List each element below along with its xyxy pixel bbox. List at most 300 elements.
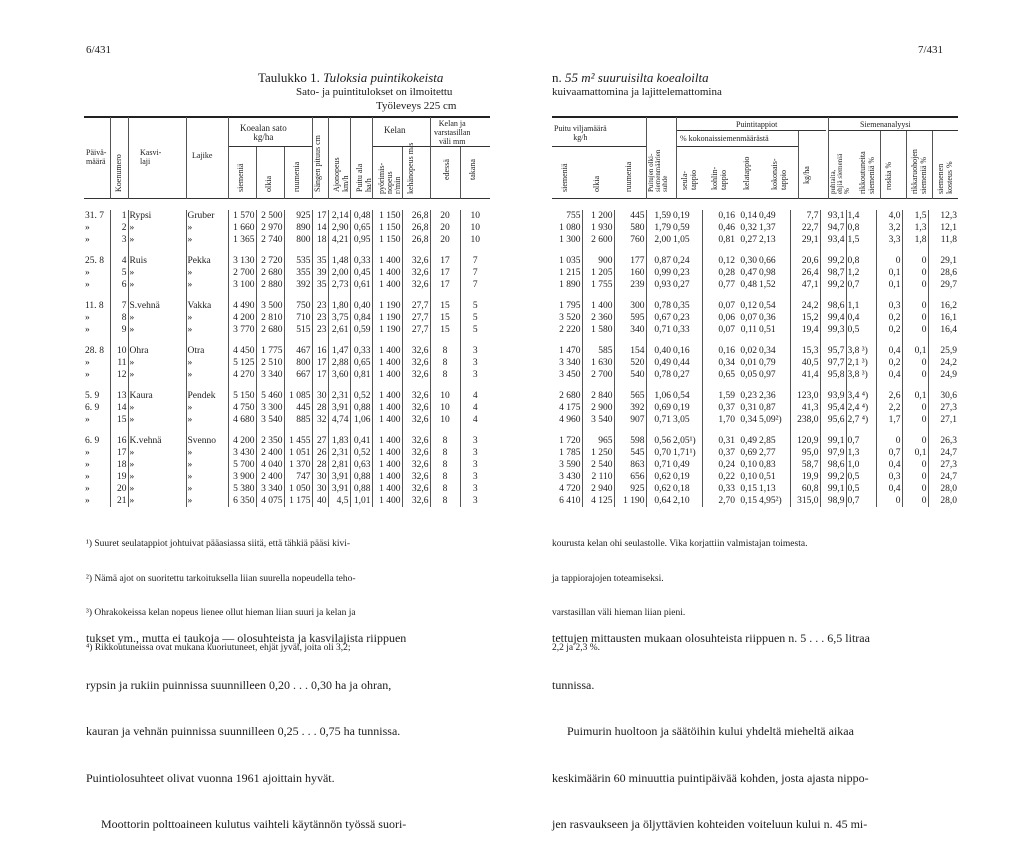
table-cell: 1,05 (673, 235, 690, 245)
table-cell: 3 520 (559, 313, 581, 323)
table-row (84, 435, 490, 447)
table-cell: 3 (460, 357, 490, 369)
table-cell: 99,1 (820, 435, 846, 447)
table-cell: 32,6 (402, 435, 430, 447)
table-cell: 15 (430, 312, 460, 324)
table-row (552, 483, 958, 495)
header-divider (328, 117, 329, 199)
header-sub-rule (552, 146, 646, 147)
table-cell: 10 (460, 234, 490, 246)
table-cell: 0,52 (350, 447, 372, 459)
table-cell: 1,13 (759, 484, 776, 494)
table-cell: 1 365 (228, 234, 256, 246)
table-cell: 0,95 (350, 234, 372, 246)
table-cell: 5 (460, 312, 490, 324)
table-cell: 32,6 (402, 345, 430, 357)
table-cell: 7,7 (790, 210, 820, 222)
table-cell: 2 400 (256, 447, 284, 459)
table-cell: 0,3 (876, 471, 902, 483)
header-divider (284, 147, 285, 199)
table-cell: 1 400 (372, 471, 402, 483)
table-cell: 41,4 (790, 369, 820, 381)
table-cell: 2 700 (228, 267, 256, 279)
table-cell: 239 (614, 279, 646, 291)
table-row (84, 357, 490, 369)
table-cell: 5 150 (228, 390, 256, 402)
table-cell: » (85, 235, 90, 245)
table-cell: 0,69 (646, 402, 672, 414)
table-cell: 1,47 (328, 345, 350, 357)
table-cell: 1 (110, 210, 128, 222)
title-italic: 55 m² suuruisilta koealoilta (565, 70, 709, 85)
table-cell: 0,14 (740, 211, 757, 221)
table-cell: 0,70 (646, 447, 672, 459)
table-cell: 0 (876, 255, 902, 267)
table-cell: 10 (460, 222, 490, 234)
table-cell: 2,70 (702, 495, 736, 507)
table-cell: 0,06 (702, 312, 736, 324)
table-cell: 1 570 (228, 210, 256, 222)
table-cell: 0,49 (759, 211, 776, 221)
body-line: Puintiolosuhteet olivat vuonna 1961 ajoittain hyvät. (86, 770, 335, 785)
table-cell: 0,30 (740, 256, 757, 266)
footnote: ⁴) Rikkoutuneissa ovat mukana kuoriutuneet, ehjät jyvät, joita oli 3,2; (86, 642, 351, 653)
table-cell: » (186, 471, 228, 483)
header-area-threshed: Puitu ala ha/h (355, 163, 373, 192)
table-cell: 30,6 (928, 390, 958, 402)
table-cell: » (186, 267, 228, 279)
table-cell: 0,34 (759, 346, 776, 356)
table-row (84, 459, 490, 471)
table-cell: 0,19 (673, 211, 690, 221)
table-cell: 97,9 (820, 447, 846, 459)
table-cell: 1 400 (372, 495, 402, 507)
table-cell: 60,8 (790, 483, 820, 495)
table-cell: 1 400 (372, 390, 402, 402)
table-cell: 0,16 (702, 210, 736, 222)
table-cell: 1 250 (582, 447, 614, 459)
table-cell: 1 720 (559, 436, 581, 446)
table-cell: 3 (460, 345, 490, 357)
table-cell: » (85, 448, 90, 458)
table-cell: 1 175 (284, 495, 312, 507)
table-cell: » (186, 279, 228, 291)
table-cell: 2,61 (328, 324, 350, 336)
header-trial-number: Koenumero (114, 154, 123, 192)
table-cell: 26,8 (402, 222, 430, 234)
table-cell: 0 (902, 435, 928, 447)
table-cell: 10 (430, 390, 460, 402)
table-cell: 98,9 (820, 495, 846, 507)
table-cell: 3 430 (559, 472, 581, 482)
table-cell: 4,0 (876, 210, 902, 222)
footnote: 2,2 ja 2,3 %. (552, 642, 601, 653)
table-cell: 1 400 (372, 447, 402, 459)
header-reel: Kelan (384, 125, 406, 135)
table-cell: 4 (460, 402, 490, 414)
table-cell: 32,6 (402, 495, 430, 507)
table-cell: 40 (312, 495, 328, 507)
table-cell: 2 840 (582, 390, 614, 402)
table-cell: 32,6 (402, 369, 430, 381)
table-cell: 1 400 (372, 402, 402, 414)
header-bottom-rule (552, 198, 958, 199)
table-cell: 0,23 (673, 268, 690, 278)
table-cell: 3 (110, 234, 128, 246)
table-cell: 24,2 (928, 357, 958, 369)
table-cell: 6 410 (559, 496, 581, 506)
table-cell: 0,71 (646, 324, 672, 336)
table-cell: » (128, 267, 186, 279)
table-cell: 3 (460, 471, 490, 483)
table-cell: 1 455 (284, 435, 312, 447)
table-row (84, 279, 490, 291)
table-cell: 27 (312, 435, 328, 447)
table-cell: 598 (614, 435, 646, 447)
table-cell: 32,6 (402, 471, 430, 483)
table-cell: 0,49 (673, 460, 690, 470)
table-cell: 17 (430, 279, 460, 291)
table-cell: 3 (460, 447, 490, 459)
table-cell: 27,7 (402, 312, 430, 324)
body-text-left (86, 600, 406, 864)
table-cell: 445 (614, 210, 646, 222)
table-cell: 5 (460, 300, 490, 312)
table-cell: 17 (312, 369, 328, 381)
table-cell: 14 (110, 402, 128, 414)
table-cell: 4 750 (228, 402, 256, 414)
table-cell: 0,78 (646, 369, 672, 381)
table-cell: 3,4 ⁴) (846, 390, 876, 402)
body-line: tunnissa. (552, 677, 595, 692)
table-cell: 2,7 ⁴) (846, 414, 876, 426)
table-cell: 0,12 (740, 301, 757, 311)
table-row (552, 369, 958, 381)
table-cell: 17 (312, 210, 328, 222)
table-cell: 2 940 (582, 483, 614, 495)
table-cell: » (85, 325, 90, 335)
table-cell: 5 125 (228, 357, 256, 369)
table-cell: 755 (566, 211, 581, 221)
table-cell: » (85, 313, 90, 323)
group-spacer (84, 336, 490, 345)
header-reel-loss: kelatappio (742, 156, 751, 190)
table-cell: 0,99 (646, 267, 672, 279)
header-chaff: ruumenia (624, 161, 633, 192)
table-cell: 99,2 (820, 255, 846, 267)
table-cell: 25. 8 (85, 256, 104, 266)
table-cell: 885 (284, 414, 312, 426)
table-cell: 8 (430, 345, 460, 357)
table-row (552, 414, 958, 426)
table-cell: » (85, 280, 90, 290)
table-cell: 890 (284, 222, 312, 234)
table-cell: 28,6 (928, 267, 958, 279)
table-cell: 27,3 (928, 459, 958, 471)
table-cell: 1,5 (902, 210, 928, 222)
table-row (552, 447, 958, 459)
table-cell: 26,8 (402, 234, 430, 246)
table-cell: 1 930 (582, 222, 614, 234)
header-sub-rule (828, 130, 958, 131)
table-cell: 0,81 (702, 234, 736, 246)
table-cell: 565 (614, 390, 646, 402)
header-seeds: siemeniä (560, 163, 569, 192)
table-cell: 27,7 (402, 300, 430, 312)
table-cell: 0,87 (646, 255, 672, 267)
table-cell: 300 (614, 300, 646, 312)
table-cell: 1,3 (902, 222, 928, 234)
table-cell: 17 (430, 255, 460, 267)
table-cell: 18 (110, 459, 128, 471)
table-cell: 0,37 (702, 447, 736, 459)
table-cell: 10 (430, 414, 460, 426)
table-cell: 23 (312, 312, 328, 324)
table-cell: 6 350 (228, 495, 256, 507)
table-cell: 6. 9 (85, 436, 100, 446)
table-cell: 0 (902, 369, 928, 381)
table-row (552, 300, 958, 312)
table-cell: 0,78 (646, 300, 672, 312)
table-cell: 97,7 (820, 357, 846, 369)
table-cell: 17 (110, 447, 128, 459)
table-cell: 0,79 (759, 358, 776, 368)
table-cell: 15,3 (790, 345, 820, 357)
table-cell: 1 085 (284, 390, 312, 402)
table-cell: 315,0 (790, 495, 820, 507)
table-cell: 965 (582, 435, 614, 447)
table-cell: 4 (110, 255, 128, 267)
table-cell: 0 (902, 312, 928, 324)
table-cell: 3 (460, 369, 490, 381)
table-cell: 1 470 (559, 346, 581, 356)
table-cell: 2,6 (876, 390, 902, 402)
table-cell: 95,7 (820, 345, 846, 357)
table-cell: 535 (284, 255, 312, 267)
table-cell: 0,4 (876, 459, 902, 471)
table-cell: Vakka (186, 300, 228, 312)
table-cell: 30 (312, 483, 328, 495)
table-cell: » (186, 402, 228, 414)
table-cell: 710 (284, 312, 312, 324)
table-cell: » (128, 324, 186, 336)
table-cell: 12,3 (928, 210, 958, 222)
table-cell: 1 660 (228, 222, 256, 234)
table-cell: 18 (312, 234, 328, 246)
table-cell: Ohra (128, 345, 186, 357)
table-row (552, 255, 958, 267)
table-cell: 32,6 (402, 402, 430, 414)
table-cell: 4 680 (228, 414, 256, 426)
table-cell: 925 (614, 483, 646, 495)
table-cell: 520 (614, 357, 646, 369)
table-cell: 2 810 (256, 312, 284, 324)
table-cell: 120,9 (790, 435, 820, 447)
table-cell: Rypsi (128, 210, 186, 222)
group-spacer (84, 381, 490, 390)
table-cell: 0,63 (350, 459, 372, 471)
table-cell: 1 785 (559, 448, 581, 458)
table-cell: 8 (430, 369, 460, 381)
table-cell: » (186, 357, 228, 369)
table-row (552, 234, 958, 246)
table-cell: 23 (312, 324, 328, 336)
table-cell: 3,91 (328, 483, 350, 495)
table-row (84, 300, 490, 312)
table-cell: 1 890 (559, 280, 581, 290)
table-cell: 863 (614, 459, 646, 471)
table-cell: 0,1 (876, 267, 902, 279)
table-cell: 4 720 (559, 484, 581, 494)
table-cell: 3,91 (328, 471, 350, 483)
table-cell: 0,44 (673, 358, 690, 368)
group-spacer (84, 246, 490, 255)
header-divider (460, 147, 461, 199)
page-number: 7/431 (918, 44, 944, 56)
table-cell: 0,5 (846, 483, 876, 495)
table-cell: 3 130 (228, 255, 256, 267)
table-cell: » (128, 483, 186, 495)
table-cell: 26 (312, 447, 328, 459)
header-chaff: ruumenia (292, 161, 301, 192)
table-cell: 26,3 (928, 435, 958, 447)
table-row (84, 267, 490, 279)
header-peripheral-speed: kehänopeus m/s (406, 142, 415, 194)
table-cell: 1,48 (328, 255, 350, 267)
table-cell: 3 770 (228, 324, 256, 336)
header-reel-rule (372, 146, 430, 147)
table-cell: 93,4 (820, 234, 846, 246)
table-title (258, 70, 443, 86)
table-cell: 0 (902, 459, 928, 471)
table-cell: 98,6 (820, 300, 846, 312)
table-cell: 12 (110, 369, 128, 381)
table-cell: 3 340 (559, 358, 581, 368)
table-cell: 0,31 (740, 403, 757, 413)
table-cell: 16,2 (928, 300, 958, 312)
table-cell: 0,88 (350, 483, 372, 495)
table-cell: » (85, 370, 90, 380)
table-cell: 94,7 (820, 222, 846, 234)
table-cell: 0,35 (673, 301, 690, 311)
table-cell: 0,23 (740, 391, 757, 401)
table-cell: 3,60 (328, 369, 350, 381)
table-cell: 20 (430, 222, 460, 234)
table-cell: 30 (312, 390, 328, 402)
table-cell: » (85, 484, 90, 494)
table-cell: 99,4 (820, 312, 846, 324)
table-cell: 1 051 (284, 447, 312, 459)
table-cell: 177 (614, 255, 646, 267)
table-cell: » (128, 447, 186, 459)
table-cell: 800 (284, 234, 312, 246)
header-plot-yield: Koealan sato kg/ha (240, 123, 287, 142)
header-divider (430, 117, 431, 199)
header-sub-rule (676, 130, 826, 131)
table-cell: 0,10 (740, 460, 757, 470)
table-cell: 20,6 (790, 255, 820, 267)
table-cell: 1 300 (559, 235, 581, 245)
table-cell: 0,10 (740, 472, 757, 482)
table-cell: 0,84 (350, 312, 372, 324)
table-cell: 2 540 (582, 459, 614, 471)
table-cell: 3,91 (328, 402, 350, 414)
table-row (84, 402, 490, 414)
table-cell: 4 075 (256, 495, 284, 507)
table-cell: » (128, 495, 186, 507)
table-cell: 0,83 (759, 460, 776, 470)
table-cell: 30 (312, 471, 328, 483)
table-cell: 0,59 (673, 223, 690, 233)
header-seed-analysis: Siemenanalyysi (860, 120, 911, 129)
table-cell: 3 (460, 495, 490, 507)
table-cell: » (186, 324, 228, 336)
table-cell: 0,46 (702, 222, 736, 234)
table-cell: 0 (902, 267, 928, 279)
table-cell: 32,6 (402, 414, 430, 426)
footnote: ²) Nämä ajot on suoritettu tarkoituksella liian suurella nopeudella teho- (86, 573, 356, 584)
table-cell: 2,88 (328, 357, 350, 369)
table-cell: 1 190 (614, 495, 646, 507)
group-spacer (84, 426, 490, 435)
table-cell: 1 150 (372, 210, 402, 222)
table-cell: 5,09²) (759, 415, 782, 425)
table-cell: Otra (186, 345, 228, 357)
table-cell: 40,5 (790, 357, 820, 369)
table-cell: 2,81 (328, 459, 350, 471)
table-cell: 545 (614, 447, 646, 459)
table-cell: 747 (284, 471, 312, 483)
table-cell: 32,6 (402, 267, 430, 279)
table-cell: 0,01 (740, 358, 757, 368)
table-cell: 0,64 (646, 495, 672, 507)
table-cell: 123,0 (790, 390, 820, 402)
group-spacer (552, 381, 958, 390)
table-row (552, 357, 958, 369)
table-cell: 93,1 (820, 210, 846, 222)
table-cell: 8 (430, 483, 460, 495)
table-cell: 1,01 (350, 495, 372, 507)
table-cell: 0 (902, 279, 928, 291)
group-spacer (552, 426, 958, 435)
table-cell: 0,71 (646, 459, 672, 471)
table-cell: 0,48 (740, 280, 757, 290)
table-cell: » (186, 234, 228, 246)
table-cell: 2,73 (328, 279, 350, 291)
table-cell: 2 500 (256, 210, 284, 222)
header-total-loss: kokonais- tappio (770, 158, 788, 190)
header-straw: olkia (264, 176, 273, 192)
table-cell: 1,52 (759, 280, 776, 290)
table-cell: 26,8 (402, 210, 430, 222)
table-cell: 0 (902, 471, 928, 483)
table-cell: 1 400 (372, 483, 402, 495)
table-cell: 2,00 (646, 234, 672, 246)
right-page (512, 0, 1024, 831)
table-cell: 15 (430, 324, 460, 336)
table-cell: 0,3 (876, 300, 902, 312)
table-cell: 0,24 (673, 256, 690, 266)
table-cell: 8 (430, 471, 460, 483)
table-cell: 0,07 (702, 324, 736, 336)
table-cell: Pekka (186, 255, 228, 267)
table-cell: 35 (312, 279, 328, 291)
table-cell: 4 200 (228, 312, 256, 324)
table-cell: 15 (430, 300, 460, 312)
header-seeds: siemeniä (236, 163, 245, 192)
table-cell: 3 340 (256, 369, 284, 381)
table-cell: Ruis (128, 255, 186, 267)
